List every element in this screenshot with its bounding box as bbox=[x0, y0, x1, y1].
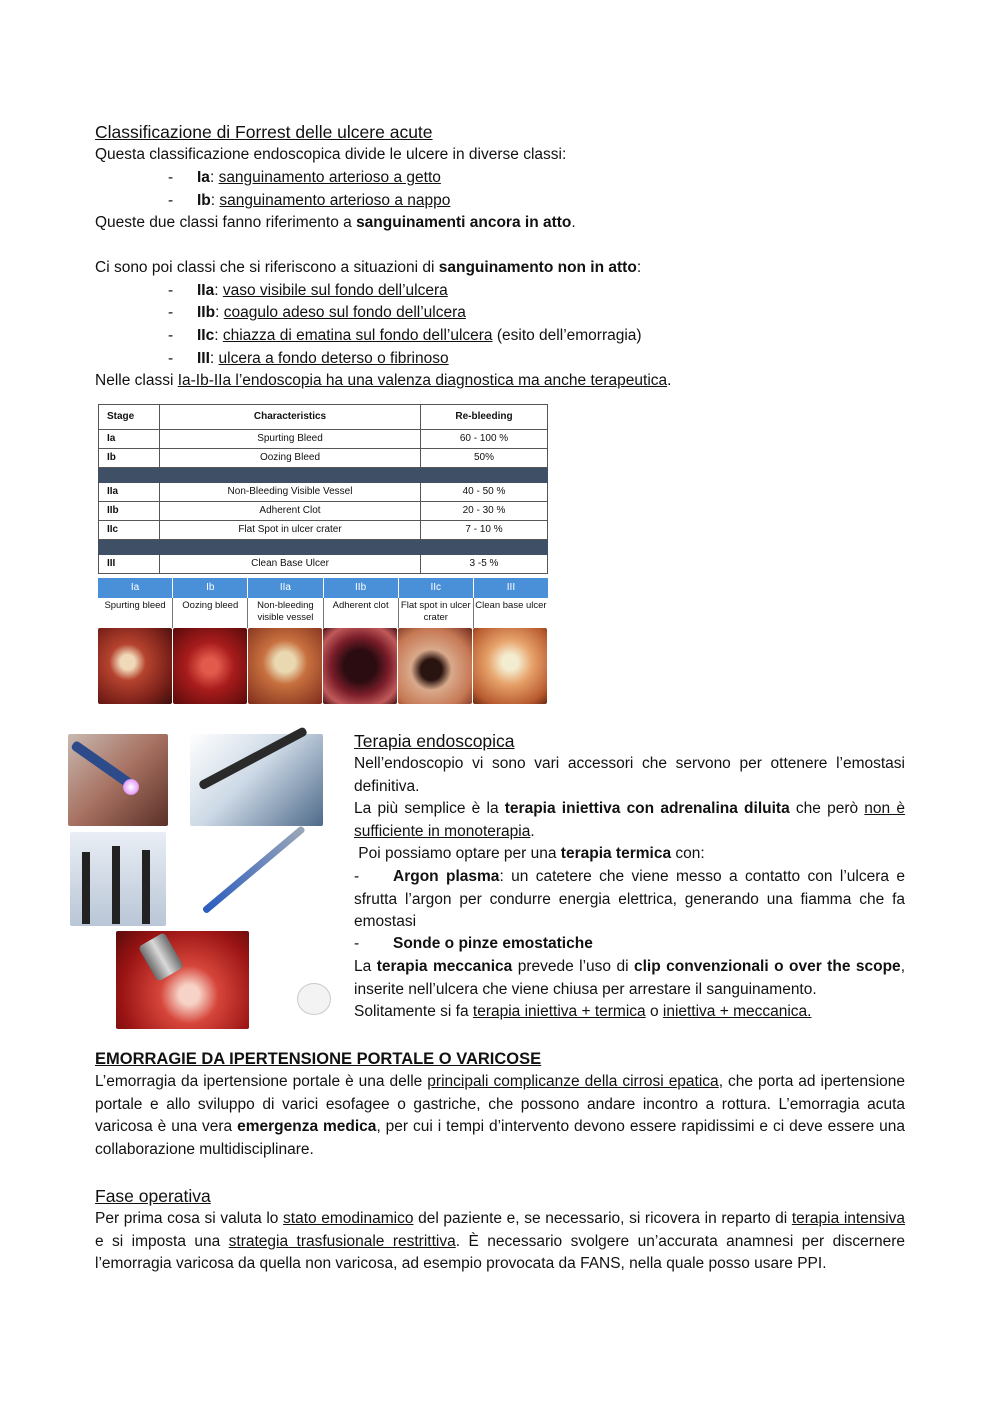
paragraph: Poi possiamo optare per una terapia termica con: bbox=[354, 845, 705, 862]
university-seal-icon bbox=[297, 983, 331, 1015]
list-item: - IIb: coagulo adeso sul fondo dell’ulcera bbox=[168, 304, 466, 321]
table-row: IIb Adherent Clot 20 - 30 % bbox=[99, 502, 548, 521]
paragraph: Ci sono poi classi che si riferiscono a situazioni di sanguinamento non in atto: bbox=[95, 259, 642, 276]
table-row: Ia Spurting Bleed 60 - 100 % bbox=[99, 430, 548, 449]
paragraph: Per prima cosa si valuta lo stato emodinamico del paziente e, se necessario, si ricovera in reparto di terapia intensiva e si imposta una strategia trasfusionale restrittiva. È necessario svolgere un’accurata anamnesi per discernere l’emorragia varicosa da quella non varicosa, ad esempio provocata da FANS, nella quale posso usare PPI. bbox=[95, 1210, 906, 1272]
hemostatic-clip-image bbox=[190, 832, 322, 926]
list-item: - Argon plasma: un catetere che viene messo a contatto con l’ulcera e sfrutta l’argon per condurre energia elettrica, generando una fiamma che fa emostasi bbox=[354, 868, 905, 930]
list-item: - Ib: sanguinamento arterioso a nappo bbox=[168, 192, 451, 209]
ulcer-photo-iii bbox=[473, 628, 547, 704]
forrest-table-figure bbox=[98, 404, 548, 704]
list-item: - Sonde o pinze emostatiche bbox=[354, 935, 593, 952]
ulcer-photo-iib bbox=[323, 628, 397, 704]
intro-text: Questa classificazione endoscopica divide le ulcere in diverse classi: bbox=[95, 146, 567, 163]
argon-plasma-image bbox=[68, 734, 168, 826]
table-row: III Clean Base Ulcer 3 -5 % bbox=[99, 555, 548, 574]
over-the-scope-clip-image bbox=[116, 931, 249, 1029]
section-title-terapia: Terapia endoscopica bbox=[354, 731, 515, 751]
list-item: - III: ulcera a fondo deterso o fibrinoso bbox=[168, 350, 449, 367]
section-title-emorragie: EMORRAGIE DA IPERTENSIONE PORTALE O VARICOSE bbox=[95, 1050, 542, 1068]
endoscopy-photo-strip: Ia Ib IIa IIb IIc III Spurting bleed Oozing bleed Non-bleeding visible vessel Adherent clot Flat spot in ulcer crater Clean base ulcer bbox=[98, 578, 548, 704]
ulcer-photo-iic bbox=[398, 628, 472, 704]
paragraph: L’emorragia da ipertensione portale è una delle principali complicanze della cirrosi epatica, che porta ad ipertensione portale e allo sviluppo di varici esofagee o gastriche, che possono andare incontro a rottura. L’emorragia acuta varicosa è una vera emergenza medica, per cui i tempi d’intervento devono essere rapidissimi e ci deve essere una collaborazione multidisciplinare. bbox=[95, 1073, 905, 1158]
ulcer-photo-iia bbox=[248, 628, 322, 704]
paragraph: La terapia meccanica prevede l’uso di clip convenzionali o over the scope, inserite nell’ulcera che viene chiusa per arrestare il sanguinamento. bbox=[354, 958, 905, 998]
paragraph: Solitamente si fa terapia iniettiva + termica o iniettiva + meccanica. bbox=[354, 1003, 812, 1020]
paragraph: Nelle classi Ia-Ib-IIa l’endoscopia ha una valenza diagnostica ma anche terapeutica. bbox=[95, 372, 672, 389]
forrest-table: Stage Characteristics Re-bleeding Ia Spurting Bleed 60 - 100 % Ib Oozing Bleed 50% IIa Non-Bleeding Visible Vessel 40 - 50 % IIb Adherent Clot 20 - 30 % IIc Flat Spot in ulcer crater 7 - 10 % III Clean Base Ulcer 3 -5 % bbox=[98, 404, 548, 574]
list-item: - Ia: sanguinamento arterioso a getto bbox=[168, 169, 441, 186]
paragraph: Nell’endoscopio vi sono vari accessori che servono per ottenere l’emostasi definitiva. bbox=[354, 755, 905, 795]
list-item: - IIa: vaso visibile sul fondo dell’ulcera bbox=[168, 282, 448, 299]
table-row: IIc Flat Spot in ulcer crater 7 - 10 % bbox=[99, 521, 548, 540]
table-row: Ib Oozing Bleed 50% bbox=[99, 449, 548, 468]
list-item: - IIc: chiazza di ematina sul fondo dell’ulcera (esito dell’emorragia) bbox=[168, 327, 642, 344]
ulcer-photo-ia bbox=[98, 628, 172, 704]
ulcer-photo-ib bbox=[173, 628, 247, 704]
paragraph: La più semplice è la terapia iniettiva con adrenalina diluita che però non è sufficiente in monoterapia. bbox=[354, 800, 905, 840]
table-row: IIa Non-Bleeding Visible Vessel 40 - 50 % bbox=[99, 483, 548, 502]
clips-image bbox=[70, 832, 166, 926]
section-title-forrest: Classificazione di Forrest delle ulcere acute bbox=[95, 122, 433, 142]
section-title-fase-operativa: Fase operativa bbox=[95, 1186, 211, 1206]
thermal-probe-image bbox=[190, 734, 323, 826]
paragraph: Queste due classi fanno riferimento a sanguinamenti ancora in atto. bbox=[95, 214, 576, 231]
